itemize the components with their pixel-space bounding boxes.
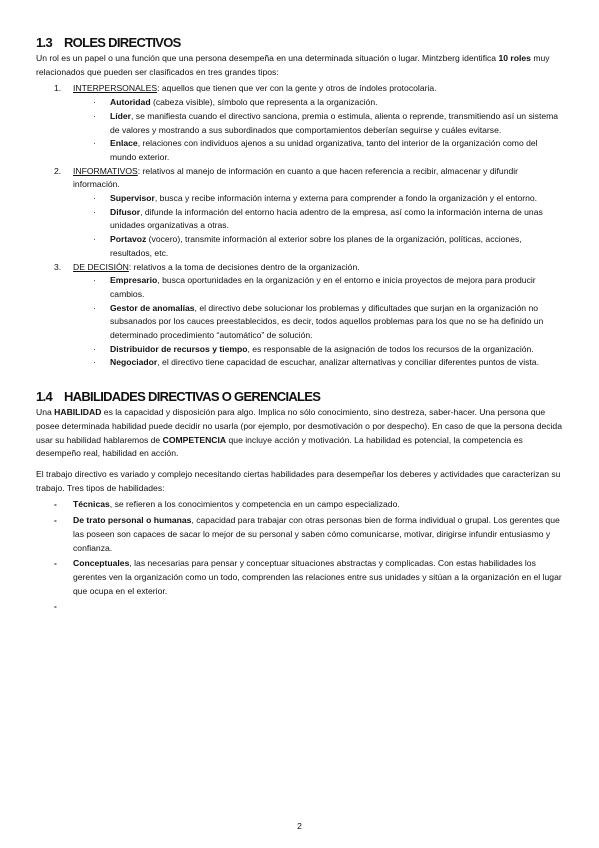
role-item: · Empresario, busca oportunidades en la organización y en el entorno e inicia proyectos de mejora para producir cambios. <box>93 275 536 299</box>
section-number: 1.4 <box>36 389 52 405</box>
role-group: 3. DE DECISIÓN: relativos a la toma de decisiones dentro de la organización. · Empresario, busca oportunidades en la organización y en el entorno e inicia proyectos de mejora para producir cambios. · Gestor de anomalías, el directivo debe solucionar los problemas y dificultades que surjan en la organización no subsanados por los cauces preestablecidos, es decir, todos aquellos problemas para los que no se ha definido un determinado procedimiento “automático” de solución. · Distribuidor de recursos y tiempo, es responsable de la asignación de todos los recursos de la organización. · Negociador, el directivo tiene capacidad de escuchar, analizar alternativas y conciliar diferentes puntos de vista. <box>36 261 566 371</box>
role-item: · Supervisor, busca y recibe información interna y externa para comprender a fondo la organización y el entorno. <box>93 193 538 204</box>
section-number: 1.3 <box>36 35 52 50</box>
skill-item: - Conceptuales, las necesarias para pensar y conceptuar situaciones abstractas y complicadas. Con estas habilidades los gerentes ven la organización como un todo, comprenden las relaciones entre sus unidades y sitúan a la organización en el lugar que ocupa en el exterior. <box>54 558 562 596</box>
role-item: · Portavoz (vocero), transmite información al exterior sobre los planes de la organización, políticas, acciones, resultados, etc. <box>93 234 522 258</box>
role-item: · Distribuidor de recursos y tiempo, es responsable de la asignación de todos los recursos de la organización. <box>93 343 534 354</box>
section-title: HABILIDADES DIRECTIVAS O GERENCIALES <box>63 389 321 405</box>
skill-item: - De trato personal o humanas, capacidad para trabajar con otras personas bien de forma individual o grupal. Los gerentes que las poseen son capaces de sacar lo mejor de su personal y saben cómo comunicarse, motivar, dirigirse infundir entusiasmo y confianza. <box>54 515 560 553</box>
skills-list <box>36 498 566 614</box>
role-list <box>73 192 566 261</box>
section-title: ROLES DIRECTIVOS <box>63 35 181 50</box>
role-list <box>73 96 566 165</box>
role-item: · Gestor de anomalías, el directivo debe solucionar los problemas y dificultades que surjan en la organización no subsanados por los cauces preestablecidos, es decir, todos aquellos problemas para los que no se ha definido un determinado procedimiento “automático” de solución. <box>93 302 544 341</box>
role-item: · Difusor, difunde la información del entorno hacia adentro de la empresa, así como la información interna de unas unidades organizativas a otras. <box>93 206 543 231</box>
role-item: · Líder, se manifiesta cuando el directivo sanciona, premia o estimula, alienta o reprende, transmitiendo así un sistema de valores y mostrando a sus subordinados que comportamientos deberían seguirse y cuáles evitarse. <box>93 110 559 135</box>
roles-intro: Un rol es un papel o una función que una persona desempeña en una determinada situación o lugar. Mintzberg identifica 10 roles muy relacionados que pueden ser clasificados en tres grandes tipos: <box>36 53 550 77</box>
role-group: 1. INTERPERSONALES: aquellos que tienen que ver con la gente y otros de índoles protocolaria. · Autoridad (cabeza visible), símbolo que representa a la organización. · Líder, se manifiesta cuando el directivo sanciona, premia o estimula, alienta o reprende, transmitiendo así un sistema de valores y mostrando a sus subordinados que comportamientos deberían seguirse y cuáles evitarse. · Enlace, relaciones con individuos ajenos a su unidad organizativa, tanto del interior de la organización como del mundo exterior. <box>36 82 566 164</box>
role-group-name: DE DECISIÓN <box>73 261 129 272</box>
skill-definition: Una HABILIDAD es la capacidad y disposición para algo. Implica no sólo conocimiento, sino destreza, saber-hacer. Una persona que posee determinada habilidad puede decidir no usarla (por ejemplo, por desmotivación o por despecho). En caso de que la persona decida usar su habilidad hablaremos de COMPETENCIA que incluye acción y motivación. La habilidad es potencial, la competencia es desempeño real, habilidad en acción. <box>36 407 562 459</box>
spacer <box>36 370 566 388</box>
spacer <box>36 461 566 468</box>
role-group: 2. INFORMATIVOS: relativos al manejo de información en cuanto a que hacen referencia a recibir, almacenar y difundir información. · Supervisor, busca y recibe información interna y externa para comprender a fondo la organización y el entorno. · Difusor, difunde la información del entorno hacia adentro de la empresa, así como la información interna de unas unidades organizativas a otras. · Portavoz (vocero), transmite información al exterior sobre los planes de la organización, políticas, acciones, resultados, etc. <box>36 165 566 261</box>
role-item: · Negociador, el directivo tiene capacidad de escuchar, analizar alternativas y conciliar diferentes puntos de vista. <box>93 357 539 368</box>
skill-item-empty: - <box>54 601 57 612</box>
document-page <box>36 34 566 616</box>
skill-item: - Técnicas, se refieren a los conocimientos y competencia en un campo especializado. <box>54 499 400 510</box>
role-groups-list <box>36 82 566 370</box>
role-item: · Enlace, relaciones con individuos ajenos a su unidad organizativa, tanto del interior de la organización como del mundo exterior. <box>93 138 538 162</box>
role-list <box>73 274 566 370</box>
role-item: · Autoridad (cabeza visible), símbolo que representa a la organización. <box>93 97 378 108</box>
skills-intro: El trabajo directivo es variado y complejo necesitando ciertas habilidades para desempeñar los deberes y actividades que caracterizan su trabajo. Tres tipos de habilidades: <box>36 468 561 493</box>
role-group-name: INFORMATIVOS <box>73 165 138 176</box>
section-heading-roles <box>36 34 566 52</box>
role-group-name: INTERPERSONALES <box>73 83 158 94</box>
section-heading-skills <box>36 388 566 406</box>
page-number: 2 <box>297 821 302 831</box>
